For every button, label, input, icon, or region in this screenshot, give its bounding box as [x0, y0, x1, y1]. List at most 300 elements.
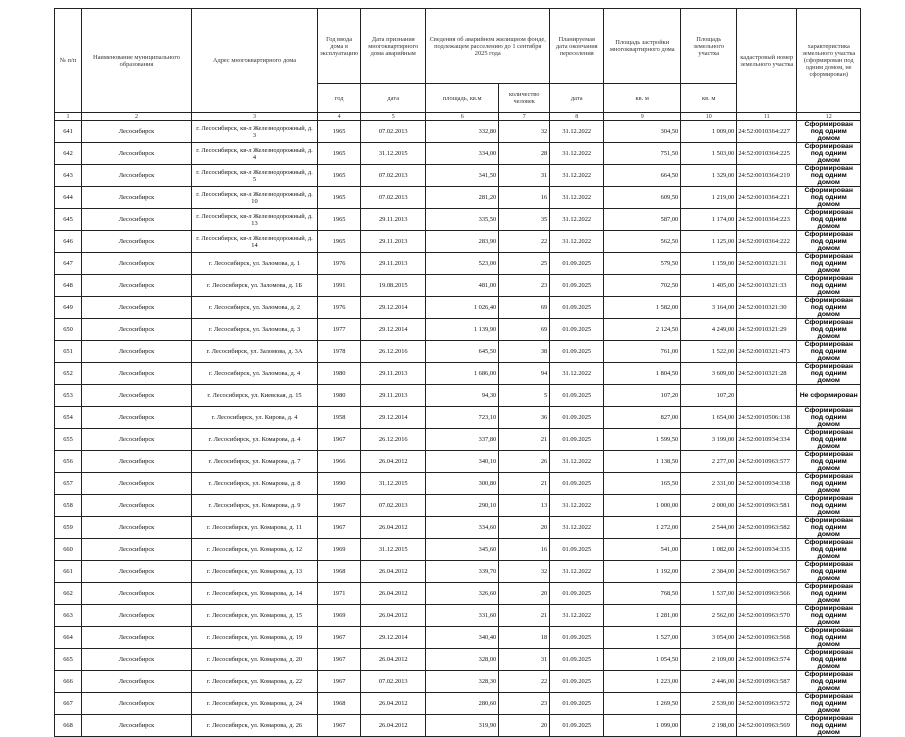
- row-people: 38: [499, 341, 550, 363]
- row-municipality: Лесосибирск: [82, 187, 192, 209]
- header-row-numbers: [55, 113, 861, 121]
- row-land-characteristic: Сформирован под одним домом: [797, 121, 861, 143]
- row-year: 1976: [318, 253, 361, 275]
- row-municipality: Лесосибирск: [82, 561, 192, 583]
- row-people: 20: [499, 517, 550, 539]
- row-recognition-date: 07.02.2013: [361, 495, 426, 517]
- row-land-area: 2 384,00: [681, 561, 737, 583]
- row-cadastral-number: 24:52:0010321:30: [737, 297, 797, 319]
- row-cadastral-number: 24:52:0010963:570: [737, 605, 797, 627]
- row-address: г. Лесосибирск, ул. Комарова, д. 24: [192, 693, 318, 715]
- row-number: 642: [55, 143, 82, 165]
- row-land-area: 2 109,00: [681, 649, 737, 671]
- row-recognition-date: 31.12.2015: [361, 143, 426, 165]
- row-year: 1967: [318, 429, 361, 451]
- housing-table: [54, 8, 861, 737]
- row-area: 645,50: [426, 341, 499, 363]
- row-area: 290,10: [426, 495, 499, 517]
- table-row: [55, 451, 861, 473]
- row-planned-date: 01.09.2025: [550, 253, 604, 275]
- row-cadastral-number: 24:52:0010321:28: [737, 363, 797, 385]
- row-number: 664: [55, 627, 82, 649]
- row-building-area: 579,50: [604, 253, 681, 275]
- row-planned-date: 31.12.2022: [550, 121, 604, 143]
- row-land-characteristic: Сформирован под одним домом: [797, 363, 861, 385]
- row-planned-date: 31.12.2022: [550, 143, 604, 165]
- table-row: [55, 143, 861, 165]
- row-recognition-date: 31.12.2015: [361, 473, 426, 495]
- row-people: 22: [499, 231, 550, 253]
- row-cadastral-number: 24:52:0010963:577: [737, 451, 797, 473]
- row-land-characteristic: Сформирован под одним домом: [797, 143, 861, 165]
- row-building-area: 1 527,00: [604, 627, 681, 649]
- table-row: [55, 341, 861, 363]
- row-number: 646: [55, 231, 82, 253]
- row-recognition-date: 29.11.2013: [361, 363, 426, 385]
- row-municipality: Лесосибирск: [82, 407, 192, 429]
- table-row: [55, 495, 861, 517]
- row-building-area: 1 223,00: [604, 671, 681, 693]
- row-area: 341,50: [426, 165, 499, 187]
- row-land-characteristic: Сформирован под одним домом: [797, 583, 861, 605]
- col-year-header: Год ввода дома в эксплуатацию: [318, 9, 361, 84]
- row-cadastral-number: 24:52:0010321:31: [737, 253, 797, 275]
- row-year: 1980: [318, 385, 361, 407]
- row-building-area: 562,50: [604, 231, 681, 253]
- row-number: 644: [55, 187, 82, 209]
- row-year: 1980: [318, 363, 361, 385]
- table-row: [55, 649, 861, 671]
- row-address: г. Лесосибирск, ул. Комарова, д. 20: [192, 649, 318, 671]
- row-land-characteristic: Сформирован под одним домом: [797, 275, 861, 297]
- row-cadastral-number: [737, 385, 797, 407]
- row-building-area: 1 272,00: [604, 517, 681, 539]
- table-row: [55, 297, 861, 319]
- row-area: 280,60: [426, 693, 499, 715]
- row-cadastral-number: 24:52:0010963:566: [737, 583, 797, 605]
- row-address: г. Лесосибирск, кв-л Железнодорожный, д. 10: [192, 187, 318, 209]
- row-land-characteristic: Сформирован под одним домом: [797, 627, 861, 649]
- row-area: 94,30: [426, 385, 499, 407]
- row-building-area: 1 804,50: [604, 363, 681, 385]
- row-recognition-date: 26.04.2012: [361, 583, 426, 605]
- row-area: 300,80: [426, 473, 499, 495]
- row-land-area: 3 609,00: [681, 363, 737, 385]
- table-row: [55, 407, 861, 429]
- row-land-characteristic: Сформирован под одним домом: [797, 605, 861, 627]
- row-people: 16: [499, 187, 550, 209]
- row-building-area: 1 054,50: [604, 649, 681, 671]
- row-people: 25: [499, 253, 550, 275]
- row-land-area: 2 198,00: [681, 715, 737, 737]
- row-building-area: 1 000,00: [604, 495, 681, 517]
- row-year: 1967: [318, 627, 361, 649]
- col-land-area-header: Площадь земельного участка: [681, 9, 737, 84]
- row-building-area: 1 099,00: [604, 715, 681, 737]
- row-recognition-date: 07.02.2013: [361, 187, 426, 209]
- row-building-area: 2 124,50: [604, 319, 681, 341]
- col-municipality-header: Наименование муниципального образования: [82, 9, 192, 113]
- row-area: 723,10: [426, 407, 499, 429]
- row-building-area: 107,20: [604, 385, 681, 407]
- row-people: 13: [499, 495, 550, 517]
- row-address: г. Лесосибирск, ул. Киевская, д. 15: [192, 385, 318, 407]
- row-planned-date: 01.09.2025: [550, 473, 604, 495]
- row-planned-date: 01.09.2025: [550, 429, 604, 451]
- row-recognition-date: 29.12.2014: [361, 319, 426, 341]
- row-land-characteristic: Сформирован под одним домом: [797, 517, 861, 539]
- row-building-area: 664,50: [604, 165, 681, 187]
- row-municipality: Лесосибирск: [82, 473, 192, 495]
- table-row: [55, 187, 861, 209]
- row-land-characteristic: Сформирован под одним домом: [797, 231, 861, 253]
- row-municipality: Лесосибирск: [82, 209, 192, 231]
- row-address: г. Лесосибирск, ул. Комарова, д. 8: [192, 473, 318, 495]
- row-number: 660: [55, 539, 82, 561]
- row-land-characteristic: Сформирован под одним домом: [797, 561, 861, 583]
- row-year: 1966: [318, 451, 361, 473]
- row-building-area: 304,50: [604, 121, 681, 143]
- row-people: 21: [499, 473, 550, 495]
- col-num: 10: [681, 113, 737, 121]
- row-land-area: 3 164,00: [681, 297, 737, 319]
- row-cadastral-number: 24:52:0010364:223: [737, 209, 797, 231]
- row-year: 1965: [318, 209, 361, 231]
- row-address: г. Лесосибирск, кв-л Железнодорожный, д. 5: [192, 165, 318, 187]
- row-land-area: 2 562,00: [681, 605, 737, 627]
- row-land-characteristic: Сформирован под одним домом: [797, 187, 861, 209]
- row-land-area: 3 054,00: [681, 627, 737, 649]
- row-recognition-date: 29.11.2013: [361, 253, 426, 275]
- table-row: [55, 363, 861, 385]
- row-municipality: Лесосибирск: [82, 253, 192, 275]
- row-building-area: 751,50: [604, 143, 681, 165]
- row-land-area: 1 329,00: [681, 165, 737, 187]
- col-planned-date-header: Планируемая дата окончания переселения: [550, 9, 604, 84]
- col-number-header: № п/п: [55, 9, 82, 113]
- table-row: [55, 121, 861, 143]
- row-municipality: Лесосибирск: [82, 275, 192, 297]
- col-recognition-header: Дата признания многоквартирного дома аварийным: [361, 9, 426, 84]
- row-address: г. Лесосибирск, ул. Комарова, д. 15: [192, 605, 318, 627]
- row-land-characteristic: Сформирован под одним домом: [797, 297, 861, 319]
- col-cadastral-header: кадастровый номер земельного участка: [737, 9, 797, 113]
- row-address: г. Лесосибирск, ул. Заломова, д. 1Б: [192, 275, 318, 297]
- table-row: [55, 231, 861, 253]
- row-people: 16: [499, 539, 550, 561]
- row-land-area: 1 503,00: [681, 143, 737, 165]
- row-cadastral-number: 24:52:0010934:335: [737, 539, 797, 561]
- row-building-area: 1 599,50: [604, 429, 681, 451]
- row-building-area: 1 192,00: [604, 561, 681, 583]
- row-number: 667: [55, 693, 82, 715]
- row-municipality: Лесосибирск: [82, 517, 192, 539]
- row-people: 21: [499, 605, 550, 627]
- row-building-area: 1 582,00: [604, 297, 681, 319]
- row-address: г. Лесосибирск, ул. Комарова, д. 7: [192, 451, 318, 473]
- row-planned-date: 01.09.2025: [550, 341, 604, 363]
- row-cadastral-number: 24:52:0010321:473: [737, 341, 797, 363]
- row-year: 1978: [318, 341, 361, 363]
- row-building-area: 1 281,00: [604, 605, 681, 627]
- row-number: 649: [55, 297, 82, 319]
- row-cadastral-number: 24:52:0010321:33: [737, 275, 797, 297]
- row-address: г. Лесосибирск, ул. Комарова, д. 19: [192, 627, 318, 649]
- row-municipality: Лесосибирск: [82, 429, 192, 451]
- row-people: 23: [499, 275, 550, 297]
- table-row: [55, 319, 861, 341]
- row-land-area: 1 654,00: [681, 407, 737, 429]
- row-land-characteristic: Сформирован под одним домом: [797, 649, 861, 671]
- table-row: [55, 385, 861, 407]
- row-people: 32: [499, 121, 550, 143]
- row-recognition-date: 07.02.2013: [361, 121, 426, 143]
- row-address: г. Лесосибирск, ул. Комарова, д. 12: [192, 539, 318, 561]
- row-planned-date: 01.09.2025: [550, 385, 604, 407]
- row-building-area: 165,50: [604, 473, 681, 495]
- row-building-area: 1 138,50: [604, 451, 681, 473]
- row-planned-date: 01.09.2025: [550, 275, 604, 297]
- row-address: г. Лесосибирск, ул. Заломова, д. 4: [192, 363, 318, 385]
- row-area: 340,40: [426, 627, 499, 649]
- row-municipality: Лесосибирск: [82, 693, 192, 715]
- row-recognition-date: 29.11.2013: [361, 231, 426, 253]
- table-row: [55, 583, 861, 605]
- table-row: [55, 693, 861, 715]
- row-area: 281,20: [426, 187, 499, 209]
- row-municipality: Лесосибирск: [82, 605, 192, 627]
- row-building-area: 768,50: [604, 583, 681, 605]
- row-people: 28: [499, 143, 550, 165]
- row-municipality: Лесосибирск: [82, 649, 192, 671]
- row-year: 1967: [318, 495, 361, 517]
- row-land-area: 1 159,00: [681, 253, 737, 275]
- row-building-area: 541,00: [604, 539, 681, 561]
- row-people: 20: [499, 715, 550, 737]
- row-year: 1991: [318, 275, 361, 297]
- row-cadastral-number: 24:52:0010506:138: [737, 407, 797, 429]
- row-year: 1965: [318, 121, 361, 143]
- row-people: 36: [499, 407, 550, 429]
- row-people: 69: [499, 297, 550, 319]
- table-row: [55, 473, 861, 495]
- row-address: г. Лесосибирск, ул. Кирова, д. 4: [192, 407, 318, 429]
- row-year: 1967: [318, 671, 361, 693]
- table-row: [55, 539, 861, 561]
- row-area: 523,00: [426, 253, 499, 275]
- col-num: 9: [604, 113, 681, 121]
- row-number: 647: [55, 253, 82, 275]
- row-people: 20: [499, 583, 550, 605]
- row-land-characteristic: Сформирован под одним домом: [797, 209, 861, 231]
- row-recognition-date: 29.12.2014: [361, 297, 426, 319]
- row-number: 645: [55, 209, 82, 231]
- table-row: [55, 517, 861, 539]
- row-year: 1971: [318, 583, 361, 605]
- row-year: 1968: [318, 693, 361, 715]
- row-cadastral-number: 24:52:0010934:334: [737, 429, 797, 451]
- row-planned-date: 01.09.2025: [550, 649, 604, 671]
- row-planned-date: 31.12.2022: [550, 363, 604, 385]
- row-municipality: Лесосибирск: [82, 231, 192, 253]
- row-planned-date: 31.12.2022: [550, 209, 604, 231]
- row-land-characteristic: Сформирован под одним домом: [797, 429, 861, 451]
- row-planned-date: 31.12.2022: [550, 451, 604, 473]
- table-row: [55, 165, 861, 187]
- row-people: 5: [499, 385, 550, 407]
- row-land-characteristic: Сформирован под одним домом: [797, 253, 861, 275]
- row-municipality: Лесосибирск: [82, 121, 192, 143]
- col-land-char-header: характеристика земельного участка (сформирован под одним домом, не сформирован): [797, 9, 861, 113]
- row-cadastral-number: 24:52:0010963:581: [737, 495, 797, 517]
- row-recognition-date: 31.12.2015: [361, 539, 426, 561]
- row-building-area: 587,00: [604, 209, 681, 231]
- row-number: 663: [55, 605, 82, 627]
- row-land-characteristic: Сформирован под одним домом: [797, 451, 861, 473]
- table-body: [55, 121, 861, 737]
- row-planned-date: 31.12.2022: [550, 561, 604, 583]
- row-land-area: 1 219,00: [681, 187, 737, 209]
- row-cadastral-number: 24:52:0010364:222: [737, 231, 797, 253]
- row-recognition-date: 26.04.2012: [361, 517, 426, 539]
- row-area: 283,90: [426, 231, 499, 253]
- row-cadastral-number: 24:52:0010963:568: [737, 627, 797, 649]
- row-number: 659: [55, 517, 82, 539]
- row-recognition-date: 26.04.2012: [361, 693, 426, 715]
- row-address: г. Лесосибирск, кв-л Железнодорожный, д. 13: [192, 209, 318, 231]
- col-num: 2: [82, 113, 192, 121]
- housing-table-sheet: [54, 8, 861, 737]
- row-people: 31: [499, 649, 550, 671]
- row-number: 665: [55, 649, 82, 671]
- row-address: г. Лесосибирск, кв-л Железнодорожный, д. 4: [192, 143, 318, 165]
- row-year: 1969: [318, 605, 361, 627]
- row-year: 1969: [318, 539, 361, 561]
- col-num: 11: [737, 113, 797, 121]
- row-land-characteristic: Сформирован под одним домом: [797, 407, 861, 429]
- row-land-area: 4 249,00: [681, 319, 737, 341]
- row-land-characteristic: Сформирован под одним домом: [797, 539, 861, 561]
- row-land-area: 1 405,00: [681, 275, 737, 297]
- row-number: 658: [55, 495, 82, 517]
- col-num: 4: [318, 113, 361, 121]
- row-recognition-date: 26.04.2012: [361, 605, 426, 627]
- row-area: 332,80: [426, 121, 499, 143]
- row-cadastral-number: 24:52:0010364:225: [737, 143, 797, 165]
- table-row: [55, 605, 861, 627]
- row-number: 662: [55, 583, 82, 605]
- sub-people: количество человек: [499, 84, 550, 113]
- row-recognition-date: 29.11.2013: [361, 385, 426, 407]
- row-land-area: 2 277,00: [681, 451, 737, 473]
- row-municipality: Лесосибирск: [82, 671, 192, 693]
- row-number: 643: [55, 165, 82, 187]
- row-people: 18: [499, 627, 550, 649]
- row-area: 1 686,00: [426, 363, 499, 385]
- row-recognition-date: 26.12.2016: [361, 429, 426, 451]
- row-area: 345,60: [426, 539, 499, 561]
- row-building-area: 1 269,50: [604, 693, 681, 715]
- row-area: 334,60: [426, 517, 499, 539]
- row-cadastral-number: 24:52:0010321:29: [737, 319, 797, 341]
- col-num: 7: [499, 113, 550, 121]
- row-people: 94: [499, 363, 550, 385]
- row-area: 339,70: [426, 561, 499, 583]
- col-num: 3: [192, 113, 318, 121]
- row-municipality: Лесосибирск: [82, 385, 192, 407]
- row-number: 648: [55, 275, 82, 297]
- row-planned-date: 31.12.2022: [550, 187, 604, 209]
- row-cadastral-number: 24:52:0010963:569: [737, 715, 797, 737]
- row-number: 654: [55, 407, 82, 429]
- row-people: 35: [499, 209, 550, 231]
- sub-area: площадь, кв.м: [426, 84, 499, 113]
- row-cadastral-number: 24:52:0010963:582: [737, 517, 797, 539]
- row-municipality: Лесосибирск: [82, 495, 192, 517]
- row-number: 666: [55, 671, 82, 693]
- table-row: [55, 209, 861, 231]
- row-land-area: 1 522,00: [681, 341, 737, 363]
- row-land-characteristic: Сформирован под одним домом: [797, 473, 861, 495]
- row-area: 334,00: [426, 143, 499, 165]
- table-row: [55, 275, 861, 297]
- row-address: г. Лесосибирск, ул. Заломова, д. 1: [192, 253, 318, 275]
- col-num: 12: [797, 113, 861, 121]
- row-building-area: 609,50: [604, 187, 681, 209]
- row-address: г. Лесосибирск, ул. Комарова, д. 22: [192, 671, 318, 693]
- row-planned-date: 01.09.2025: [550, 407, 604, 429]
- row-planned-date: 31.12.2022: [550, 495, 604, 517]
- row-land-area: 2 331,00: [681, 473, 737, 495]
- row-recognition-date: 26.04.2012: [361, 451, 426, 473]
- row-land-characteristic: Сформирован под одним домом: [797, 341, 861, 363]
- row-land-area: 2 539,00: [681, 693, 737, 715]
- row-land-area: 1 174,00: [681, 209, 737, 231]
- row-land-area: 2 000,00: [681, 495, 737, 517]
- row-land-area: 2 544,00: [681, 517, 737, 539]
- col-area-info-header: Сведения об аварийном жилищном фонде, подлежащем расселению до 1 сентября 2025 года: [426, 9, 550, 84]
- row-recognition-date: 26.04.2012: [361, 649, 426, 671]
- row-land-area: 1 537,00: [681, 583, 737, 605]
- row-address: г. Лесосибирск, ул. Комарова, д. 13: [192, 561, 318, 583]
- row-cadastral-number: 24:52:0010364:219: [737, 165, 797, 187]
- row-year: 1965: [318, 231, 361, 253]
- row-planned-date: 01.09.2025: [550, 693, 604, 715]
- col-num: 6: [426, 113, 499, 121]
- row-cadastral-number: 24:52:0010934:338: [737, 473, 797, 495]
- row-address: г. Лесосибирск, ул. Комарова, д. 26: [192, 715, 318, 737]
- row-year: 1967: [318, 715, 361, 737]
- row-municipality: Лесосибирск: [82, 583, 192, 605]
- row-year: 1965: [318, 187, 361, 209]
- row-year: 1977: [318, 319, 361, 341]
- row-people: 23: [499, 693, 550, 715]
- row-year: 1967: [318, 517, 361, 539]
- row-area: 326,60: [426, 583, 499, 605]
- row-planned-date: 01.09.2025: [550, 627, 604, 649]
- row-recognition-date: 07.02.2013: [361, 671, 426, 693]
- row-recognition-date: 26.04.2012: [361, 561, 426, 583]
- row-area: 331,60: [426, 605, 499, 627]
- row-municipality: Лесосибирск: [82, 715, 192, 737]
- table-row: [55, 627, 861, 649]
- row-municipality: Лесосибирск: [82, 451, 192, 473]
- row-municipality: Лесосибирск: [82, 627, 192, 649]
- row-area: 335,50: [426, 209, 499, 231]
- row-cadastral-number: 24:52:0010364:227: [737, 121, 797, 143]
- row-land-area: 107,20: [681, 385, 737, 407]
- table-row: [55, 561, 861, 583]
